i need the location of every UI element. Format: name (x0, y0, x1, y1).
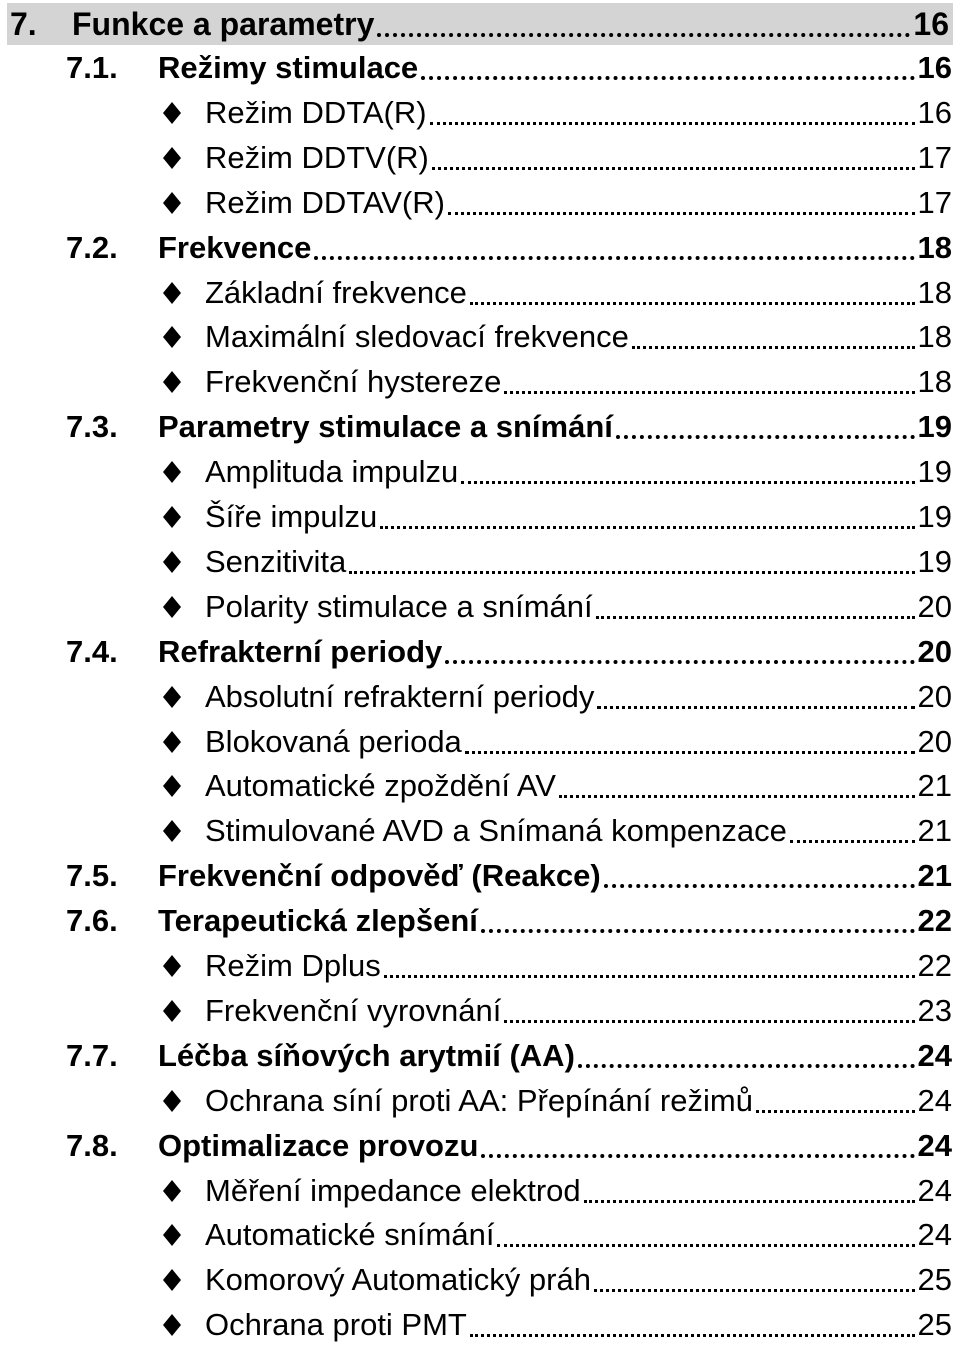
item-title: Režim DDTAV(R) (205, 185, 445, 220)
toc-item-row[interactable] (0, 1078, 960, 1123)
dot-leader (448, 180, 915, 225)
toc-item-row[interactable] (0, 1168, 960, 1213)
toc-item-row[interactable] (0, 539, 960, 584)
toc-item-row[interactable] (0, 449, 960, 494)
toc-item-row[interactable] (0, 90, 960, 135)
toc-item-row[interactable] (0, 135, 960, 180)
dot-leader (497, 1212, 914, 1257)
dot-leader (349, 539, 914, 584)
page-number: 18 (917, 364, 952, 399)
diamond-bullet-icon (163, 1090, 205, 1112)
item-title: Komorový Automatický práh (205, 1262, 591, 1297)
dot-leader (377, 2, 910, 47)
dot-leader (421, 45, 914, 90)
chapter-number: 7. (10, 5, 37, 42)
page-number: 19 (917, 544, 952, 579)
item-title: Režim Dplus (205, 948, 381, 983)
diamond-bullet-icon (163, 775, 205, 797)
section-number: 7.5. (66, 858, 118, 893)
dot-leader (616, 404, 915, 449)
diamond-bullet-icon (163, 147, 205, 169)
page-number: 18 (917, 275, 952, 310)
page-number: 24 (917, 1128, 952, 1163)
diamond-bullet-icon (163, 1269, 205, 1291)
item-title: Režim DDTA(R) (205, 95, 427, 130)
toc-item-row[interactable] (0, 674, 960, 719)
item-title: Ochrana síní proti AA: Přepínání režimů (205, 1083, 753, 1118)
page-number: 18 (917, 319, 952, 354)
dot-leader (445, 629, 914, 674)
section-number: 7.8. (66, 1128, 118, 1163)
chapter-page-number: 16 (913, 5, 949, 42)
dot-leader (790, 808, 915, 853)
page-number: 25 (917, 1262, 952, 1297)
dot-leader (578, 1033, 915, 1078)
dot-leader (604, 853, 915, 898)
toc-section-row[interactable] (0, 1123, 960, 1168)
item-title: Polarity stimulace a snímání (205, 589, 593, 624)
dot-leader (594, 1257, 915, 1302)
page-number: 19 (917, 409, 952, 444)
toc-item-row[interactable] (0, 584, 960, 629)
diamond-bullet-icon (163, 820, 205, 842)
diamond-bullet-icon (163, 955, 205, 977)
item-title: Frekvenční hystereze (205, 364, 502, 399)
toc-item-row[interactable] (0, 180, 960, 225)
dot-leader (430, 90, 915, 135)
page-number: 19 (917, 454, 952, 489)
dot-leader (314, 225, 914, 270)
toc-item-row[interactable] (0, 719, 960, 764)
item-title: Základní frekvence (205, 275, 467, 310)
dot-leader (504, 359, 914, 404)
dot-leader (596, 584, 915, 629)
toc-section-row[interactable] (0, 1033, 960, 1078)
page-number: 19 (917, 499, 952, 534)
diamond-bullet-icon (163, 731, 205, 753)
dot-leader (504, 988, 914, 1033)
item-title: Maximální sledovací frekvence (205, 319, 629, 354)
section-number: 7.6. (66, 903, 118, 938)
diamond-bullet-icon (163, 1224, 205, 1246)
section-title: Frekvence (158, 230, 312, 265)
toc-item-row[interactable] (0, 359, 960, 404)
diamond-bullet-icon (163, 371, 205, 393)
section-title: Parametry stimulace a snímání (158, 409, 613, 444)
toc-item-row[interactable] (0, 1212, 960, 1257)
section-number: 7.4. (66, 634, 118, 669)
page-number: 17 (917, 185, 952, 220)
section-title: Frekvenční odpověď (Reakce) (158, 858, 601, 893)
page-number: 21 (917, 813, 952, 848)
page-number: 20 (917, 724, 952, 759)
dot-leader (465, 719, 915, 764)
diamond-bullet-icon (163, 102, 205, 124)
diamond-bullet-icon (163, 282, 205, 304)
dot-leader (470, 270, 915, 315)
dot-leader (384, 943, 915, 988)
diamond-bullet-icon (163, 192, 205, 214)
dot-leader (481, 1123, 914, 1168)
diamond-bullet-icon (163, 596, 205, 618)
item-title: Senzitivita (205, 544, 347, 579)
dot-leader (461, 449, 914, 494)
dot-leader (584, 1168, 915, 1213)
diamond-bullet-icon (163, 1180, 205, 1202)
toc-item-row[interactable] (0, 988, 960, 1033)
page-number: 21 (917, 768, 952, 803)
item-title: Frekvenční vyrovnání (205, 993, 502, 1028)
dot-leader (481, 898, 915, 943)
section-title: Refrakterní periody (158, 634, 443, 669)
dot-leader (632, 314, 915, 359)
diamond-bullet-icon (163, 1314, 205, 1336)
page-number: 16 (917, 95, 952, 130)
section-title: Léčba síňových arytmií (AA) (158, 1038, 575, 1073)
toc-item-row[interactable] (0, 943, 960, 988)
toc-item-row[interactable] (0, 494, 960, 539)
page-number: 16 (917, 50, 952, 85)
page-number: 18 (917, 230, 952, 265)
section-number: 7.3. (66, 409, 118, 444)
toc-chapter-row[interactable] (7, 3, 953, 45)
dot-leader (432, 135, 915, 180)
item-title: Blokovaná perioda (205, 724, 462, 759)
item-title: Automatické snímání (205, 1217, 495, 1252)
section-number: 7.7. (66, 1038, 118, 1073)
diamond-bullet-icon (163, 686, 205, 708)
item-title: Měření impedance elektrod (205, 1173, 581, 1208)
toc-section-row[interactable] (0, 629, 960, 674)
section-number: 7.1. (66, 50, 118, 85)
toc-section-row[interactable] (0, 404, 960, 449)
section-title: Terapeutická zlepšení (158, 903, 478, 938)
item-title: Šíře impulzu (205, 499, 378, 534)
item-title: Stimulované AVD a Snímaná kompenzace (205, 813, 787, 848)
chapter-title: Funkce a parametry (72, 5, 375, 42)
item-title: Absolutní refrakterní periody (205, 679, 595, 714)
section-title: Optimalizace provozu (158, 1128, 479, 1163)
section-number: 7.2. (66, 230, 118, 265)
section-title: Režimy stimulace (158, 50, 419, 85)
dot-leader (559, 763, 915, 808)
page-number: 20 (917, 679, 952, 714)
toc-section-row[interactable] (0, 225, 960, 270)
toc-section-row[interactable] (0, 853, 960, 898)
page-number: 24 (917, 1173, 952, 1208)
page-number: 23 (917, 993, 952, 1028)
toc-item-row[interactable] (0, 270, 960, 315)
item-title: Automatické zpoždění AV (205, 768, 556, 803)
dot-leader (756, 1078, 915, 1123)
page-number: 24 (917, 1083, 952, 1118)
toc-item-row[interactable] (0, 1302, 960, 1347)
toc-item-row[interactable] (0, 1257, 960, 1302)
item-title: Ochrana proti PMT (205, 1307, 467, 1342)
diamond-bullet-icon (163, 1000, 205, 1022)
item-title: Režim DDTV(R) (205, 140, 429, 175)
page-number: 22 (917, 948, 952, 983)
diamond-bullet-icon (163, 551, 205, 573)
page-number: 20 (917, 634, 952, 669)
diamond-bullet-icon (163, 461, 205, 483)
page-number: 22 (917, 903, 952, 938)
diamond-bullet-icon (163, 506, 205, 528)
page-number: 21 (917, 858, 952, 893)
toc-item-row[interactable] (0, 763, 960, 808)
page-number: 25 (917, 1307, 952, 1342)
page-number: 24 (917, 1038, 952, 1073)
toc-section-row[interactable] (0, 45, 960, 90)
page-number: 17 (917, 140, 952, 175)
page-number: 20 (917, 589, 952, 624)
page-number: 24 (917, 1217, 952, 1252)
diamond-bullet-icon (163, 326, 205, 348)
dot-leader (380, 494, 914, 539)
item-title: Amplituda impulzu (205, 454, 459, 489)
toc-section-row[interactable] (0, 898, 960, 943)
toc-item-row[interactable] (0, 808, 960, 853)
toc-item-row[interactable] (0, 314, 960, 359)
dot-leader (470, 1302, 915, 1347)
dot-leader (597, 674, 914, 719)
